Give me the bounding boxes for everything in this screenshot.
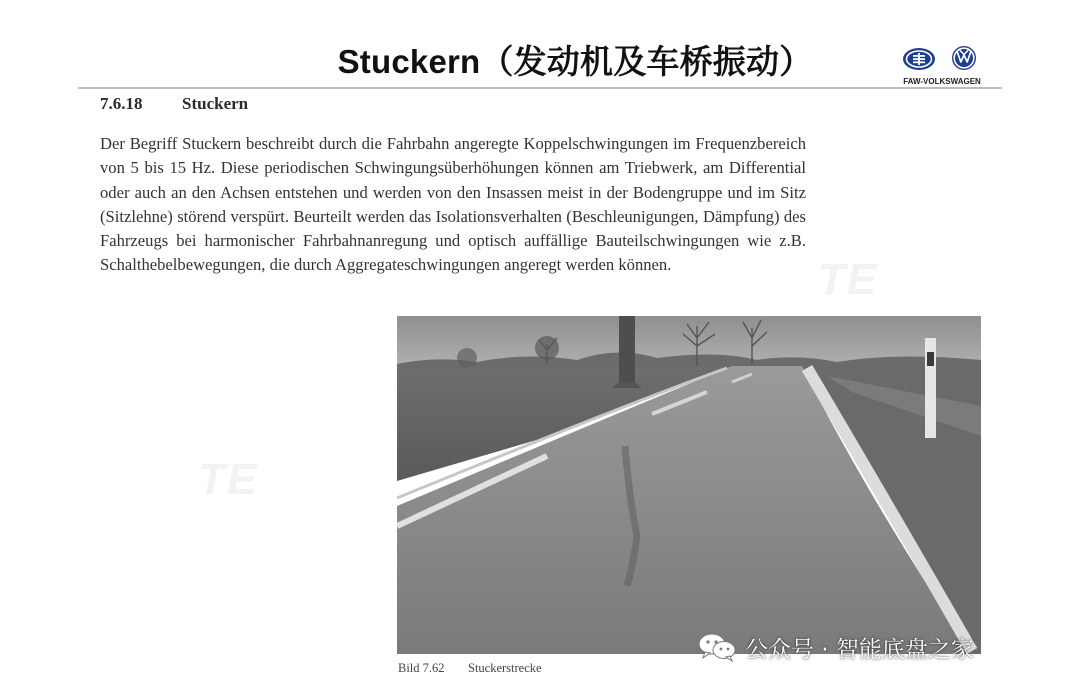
logo-brand-text: FAW-VOLKSWAGEN	[903, 77, 981, 86]
wechat-channel-text: 公众号 · 智能底盘之家	[745, 636, 974, 663]
slide-title: Stuckern（发动机及车桥振动）	[337, 43, 813, 80]
background-watermark: TE	[198, 455, 259, 504]
faw-volkswagen-logo	[897, 44, 987, 88]
figure-number: Bild 7.62	[398, 661, 445, 675]
figure-caption	[398, 661, 542, 676]
wechat-icon	[697, 632, 737, 662]
figure-caption-text: Stuckerstrecke	[468, 661, 542, 675]
body-paragraph: Der Begriff Stuckern beschreibt durch die Fahrbahn angeregte Koppelschwingungen im Frequenzbereich von 5 bis 15 Hz. Diese periodischen Schwingungsüberhöhungen können am Triebwerk, am Differential oder auch an den Achsen entstehen und werden von den Insassen meist in der Bodengruppe und im Sitz (Sitzlehne) störend verspürt. Beurteilt werden das Isolationsverhalten (Beschleunigungen, Dämpfung) des Fahrzeugs bei harmonischer Fahrbahnanregung und optisch auffällige Bauteilschwingungen wie z.B. Schalthebelbewegungen, die durch Aggregateschwingungen angeregt werden können.	[100, 134, 806, 275]
logo-emblems-icon	[897, 44, 987, 76]
section-number: 7.6.18	[100, 94, 143, 113]
section-title: Stuckern	[182, 94, 249, 113]
wechat-watermark	[697, 630, 974, 664]
section-heading	[100, 94, 248, 114]
title-divider	[78, 87, 1002, 89]
road-photo	[397, 316, 981, 654]
background-watermark: TE	[818, 255, 879, 304]
